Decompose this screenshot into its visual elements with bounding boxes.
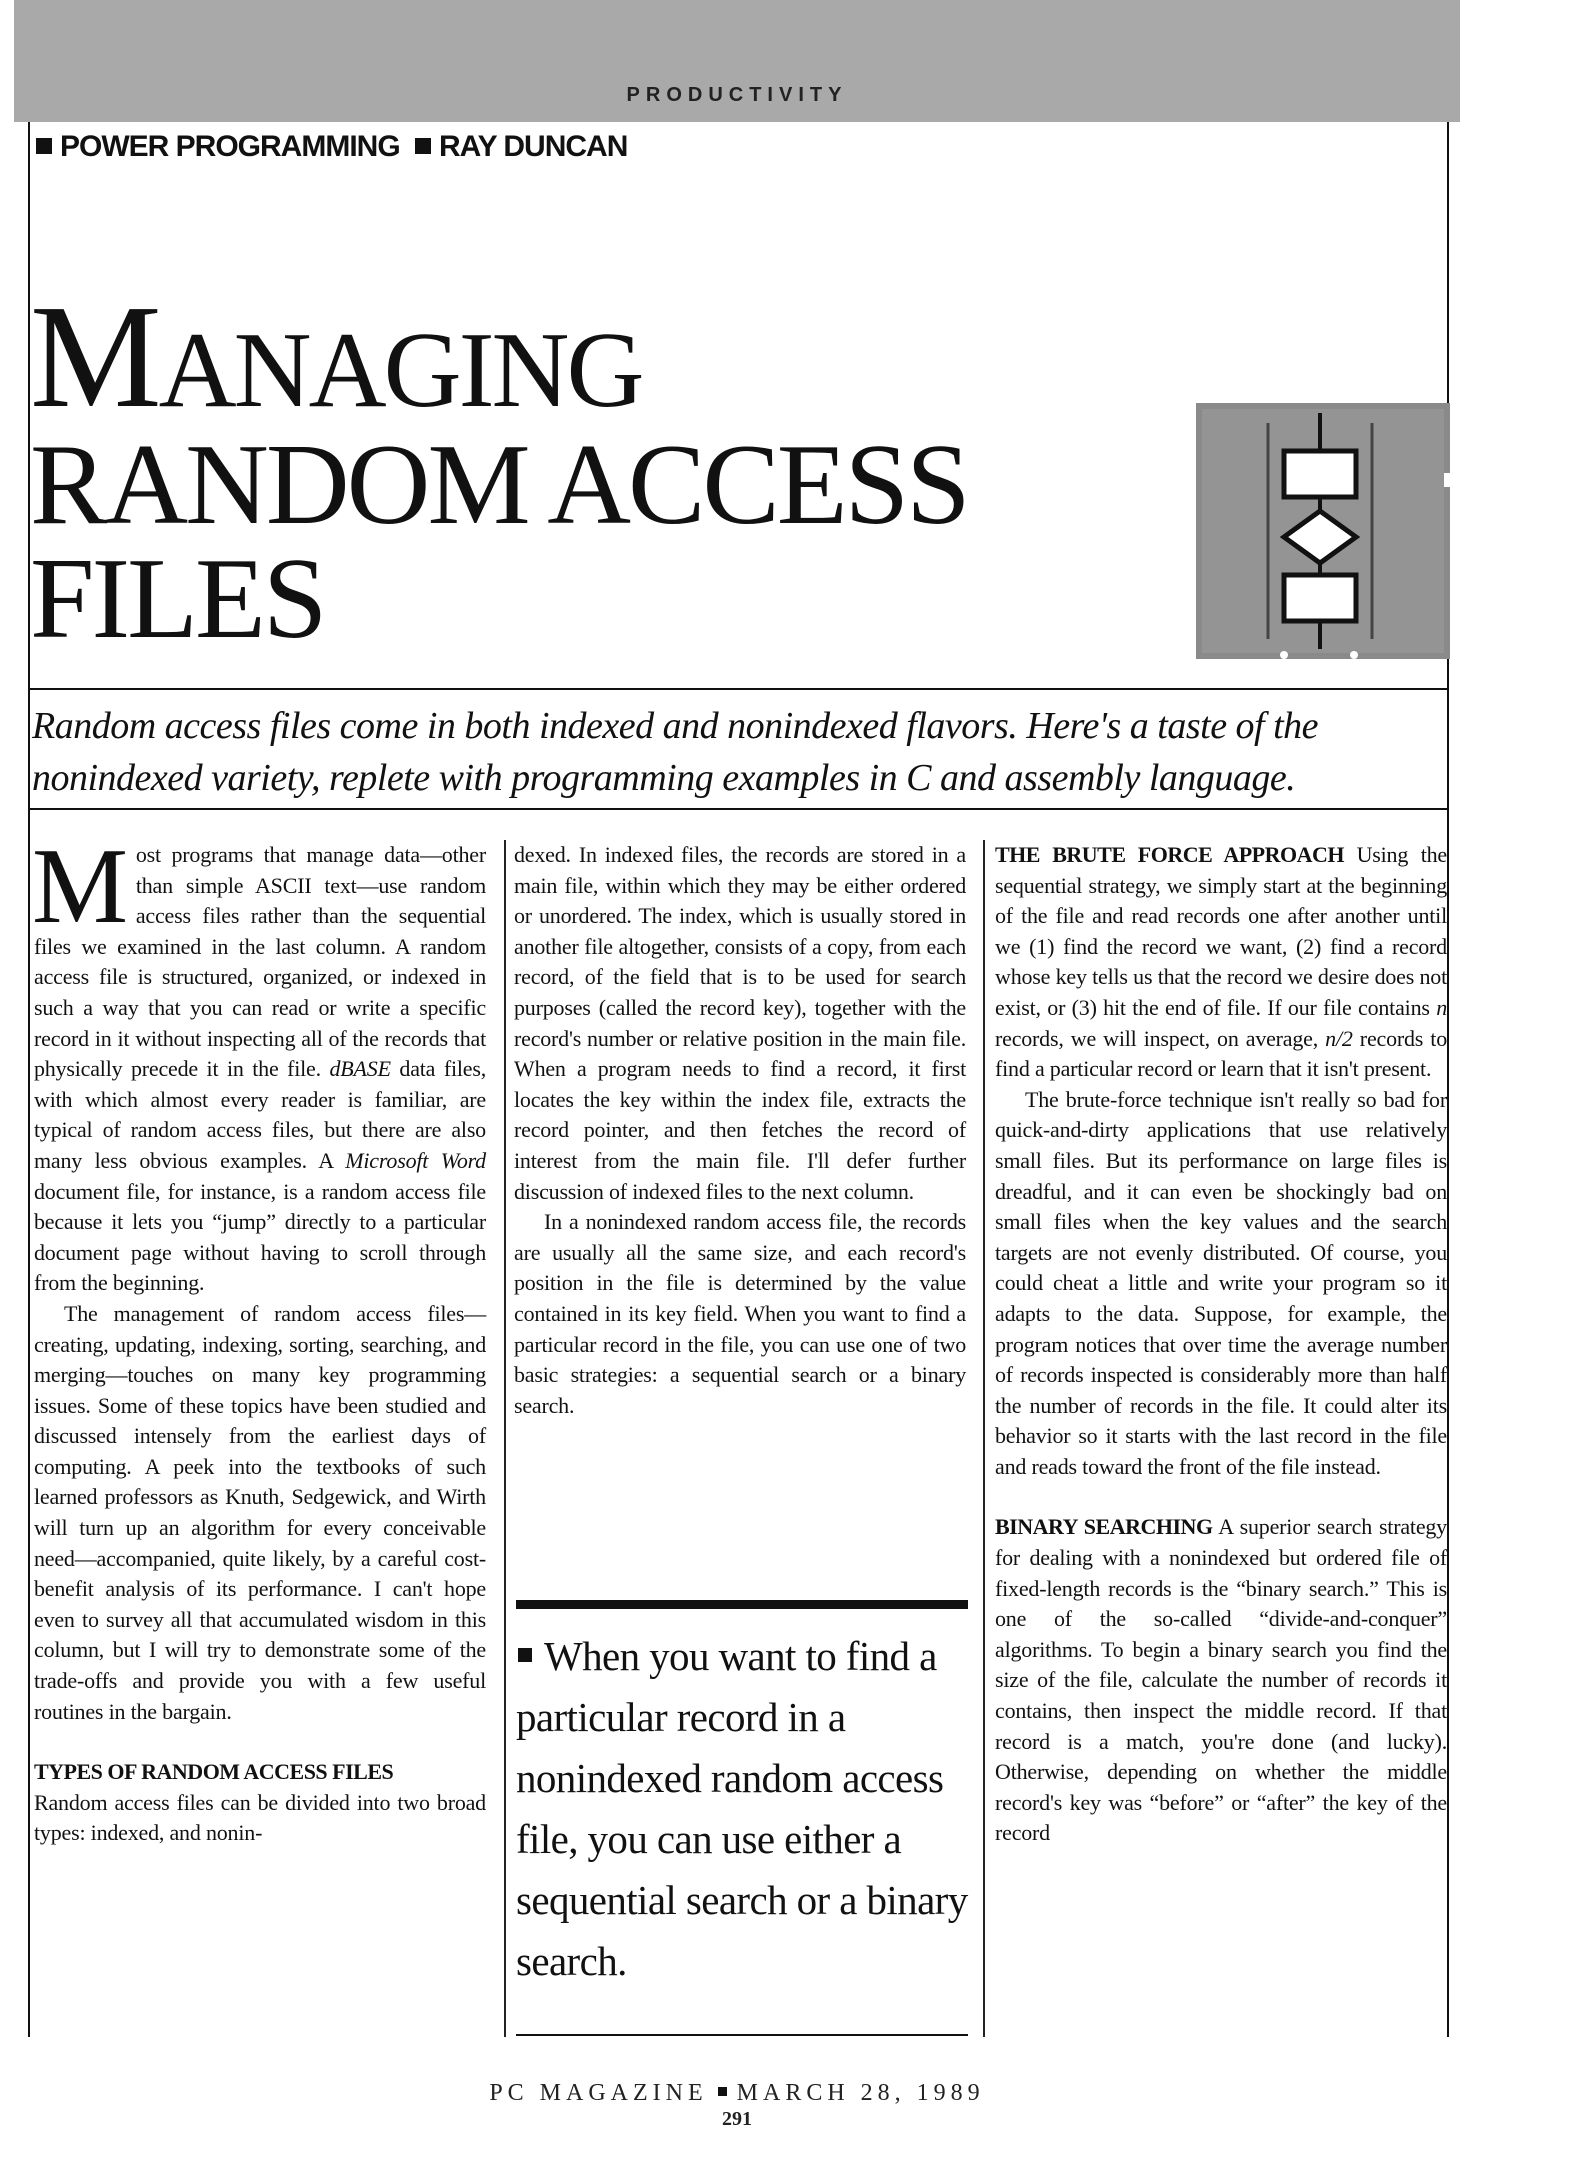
issue-date: MARCH 28, 1989 — [736, 2080, 985, 2106]
deck-top-rule — [30, 688, 1447, 690]
text-column-2 — [514, 840, 966, 1421]
bullet-square-icon — [718, 2087, 727, 2096]
text-column-3 — [995, 840, 1447, 1849]
paragraph: BINARY SEARCHING A superior search strategy for dealing with a nonindexed but ordered file of fixed-length records is the “binary search.” This is one of the so-called “divide-and-conquer” algorithms. To begin a binary search you find the size of the file, calculate the number of records it contains, then inspect the middle record. If that record is a match, you're done (and lucky). Otherwise, depending on whether the middle record's key was “before” or “after” the key of the record — [995, 1514, 1447, 1846]
column-divider — [983, 840, 985, 2037]
paragraph: Most programs that manage data—other than simple ASCII text—use random access files rather than the sequential files we examined in the last column. A random access file is structured, organized, or indexed in such a way that you can read or write a specific record in it without inspecting all of the records that physically precede it in the file. dBASE data files, with which almost every reader is familiar, are typical of random access files, but there are also many less obvious examples. A Microsoft Word document file, for instance, is a random access file because it lets you “jump” directly to a particular document page without having to scroll through from the beginning. — [32, 827, 486, 1296]
bullet-square-icon — [36, 138, 52, 154]
column-header — [36, 130, 627, 164]
page-footer — [0, 2080, 1474, 2107]
title-line-1: MANAGING — [30, 275, 642, 439]
paragraph: The management of random access files—creating, updating, indexing, sorting, searching, and merging—touches on many key programming issues. Some of these topics have been studied and discussed intensely from the earliest days of computing. A peek into the textbooks of such learned professors as Knuth, Sedgewick, and Wirth will turn up an algorithm for every conceivable need—accompanied, quite likely, by a careful cost-benefit analysis of its performance. I can't hope even to survey all that accumulated wisdom in this column, but I will try to demonstrate some of the trade-offs and provide you with a few useful routines in the bargain. — [34, 1300, 486, 1724]
header-bar — [14, 0, 1460, 122]
deck-bottom-rule — [30, 808, 1447, 810]
paragraph: TYPES OF RANDOM ACCESS FILES Random access files can be divided into two broad types: indexed, and nonin- — [34, 1759, 486, 1846]
article-deck: Random access files come in both indexed and nonindexed flavors. Here's a taste of the nonindexed variety, replete with programming examples in C and assembly language. — [32, 705, 1319, 799]
subhead: BINARY SEARCHING — [995, 1514, 1213, 1540]
pull-quote-top-rule — [516, 1600, 968, 1609]
pull-quote-bottom-rule — [516, 2034, 968, 2036]
paragraph: The brute-force technique isn't really so bad for quick-and-dirty applications that use relatively small files. But its performance on large files is dreadful, and it can even be shockingly bad on small files when the key values and the search targets are not evenly distributed. Of course, you could cheat a little and write your program so it adapts to the data. Suppose, for example, the program notices that over time the average number of records inspected is considerably more than half the number of records in the file. It could alter its behavior so it starts with the last record in the file and reads toward the front of the file instead. — [995, 1086, 1447, 1479]
subhead: TYPES OF RANDOM ACCESS FILES — [34, 1759, 394, 1785]
column-name: POWER PROGRAMMING — [60, 130, 400, 163]
paragraph: In a nonindexed random access file, the records are usually all the same size, and each record's position in the file is determined by the value contained in its key field. When you want to find a particular record in the file, you can use one of two basic strategies: a sequential search or a binary search. — [514, 1209, 966, 1418]
author-name: RAY DUNCAN — [439, 130, 628, 163]
paragraph: THE BRUTE FORCE APPROACH Using the sequential strategy, we simply start at the beginning of the file and read records one after another until we (1) find the record we want, (2) find a record whose key tells us that the record we desire does not exist, or (3) hit the end of file. If our file contains n records, we will inspect, on average, n/2 records to find a particular record or learn that it isn't present. — [995, 842, 1447, 1082]
title-line-2: RANDOM ACCESS — [30, 421, 968, 549]
pull-quote: When you want to find a particular record in a nonindexed random access file, you can use either a sequential search or a binary search. — [516, 1633, 968, 1984]
article-title — [30, 275, 1130, 663]
magazine-name: PC MAGAZINE — [489, 2080, 708, 2106]
paragraph: dexed. In indexed files, the records are stored in a main file, within which they may be either ordered or unordered. The index, which is usually stored in another file altogether, consists of a copy, from each record, of the field that is to be used for search purposes (called the record key), together with the record's number or relative position in the main file. When a program needs to find a record, it first locates the key within the index file, extracts the record pointer, and then fetches the record of interest from the main file. I'll defer further discussion of indexed files to the next column. — [514, 842, 966, 1204]
page-number: 291 — [722, 2108, 752, 2130]
section-label: PRODUCTIVITY — [626, 84, 848, 106]
bullet-square-icon — [518, 1648, 532, 1662]
subhead: THE BRUTE FORCE APPROACH — [995, 842, 1345, 867]
column-divider — [504, 840, 506, 2037]
flowchart-logo-icon — [1196, 403, 1450, 659]
text-column-1 — [32, 827, 486, 1849]
drop-cap: M — [32, 827, 128, 946]
title-line-3: FILES — [30, 535, 325, 663]
bullet-square-icon — [415, 138, 431, 154]
